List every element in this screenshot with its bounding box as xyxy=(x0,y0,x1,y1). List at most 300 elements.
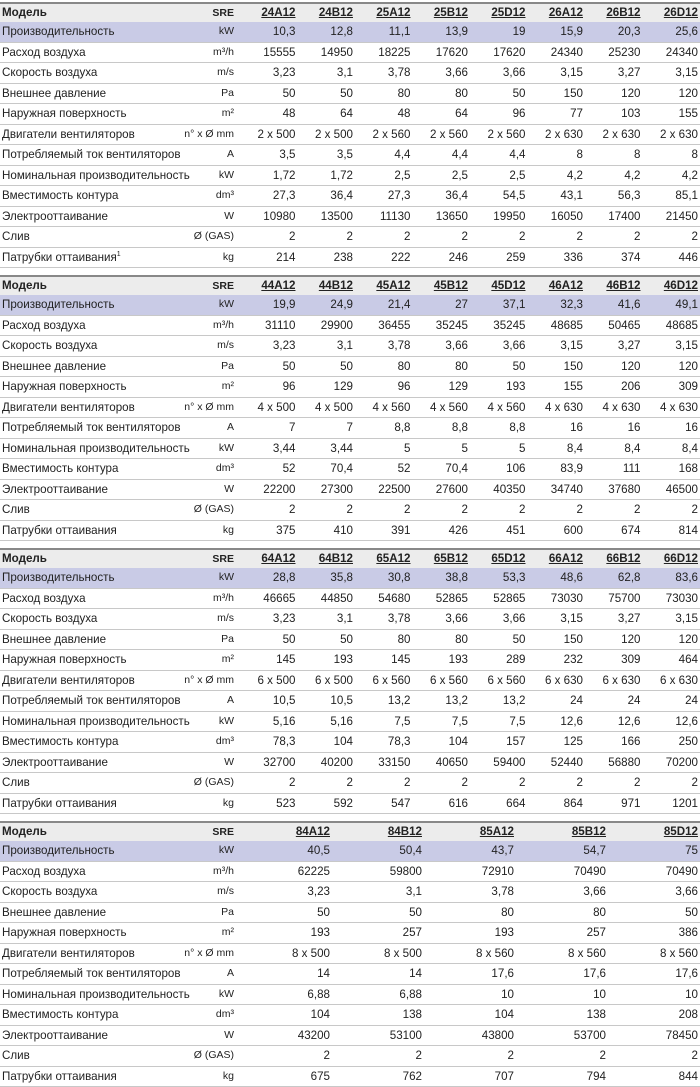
cell-value: 54680 xyxy=(355,588,413,609)
cell-value: 1201 xyxy=(643,793,700,814)
cell-value: 41,6 xyxy=(585,295,643,315)
cell-value: 6 x 630 xyxy=(585,670,643,691)
row-label-text: Слив xyxy=(2,503,30,516)
row-unit: A xyxy=(162,418,240,439)
cell-value: 2 xyxy=(643,500,700,521)
cell-value: 75700 xyxy=(585,588,643,609)
model-name: 85D12 xyxy=(608,822,700,841)
header-row xyxy=(0,549,700,568)
cell-value: 56,3 xyxy=(585,186,643,207)
cell-value: 3,66 xyxy=(413,336,471,357)
cell-value: 446 xyxy=(643,247,700,268)
model-name: 25A12 xyxy=(355,3,413,22)
row-ext-pressure xyxy=(0,629,700,650)
row-label-text: Вместимость контура xyxy=(2,462,118,475)
cell-value: 34740 xyxy=(528,479,586,500)
row-label-text: Потребляемый ток вентиляторов xyxy=(2,967,181,980)
cell-value: 2 xyxy=(643,227,700,248)
row-unit: kW xyxy=(162,711,240,732)
row-ext-pressure xyxy=(0,83,700,104)
cell-value: 38,8 xyxy=(413,568,471,588)
cell-value: 2 xyxy=(413,227,471,248)
cell-value: 3,66 xyxy=(470,609,528,630)
row-label xyxy=(0,356,162,377)
cell-value: 129 xyxy=(413,377,471,398)
row-label-text: Электрооттаивание xyxy=(2,756,108,769)
row-drain xyxy=(0,773,700,794)
row-unit: kg xyxy=(162,247,240,268)
cell-value: 31110 xyxy=(240,315,298,336)
cell-value: 2 xyxy=(298,773,356,794)
cell-value: 6 x 630 xyxy=(528,670,586,691)
row-defrost xyxy=(0,206,700,227)
cell-value: 3,5 xyxy=(298,145,356,166)
cell-value: 64 xyxy=(298,104,356,125)
cell-value: 1,72 xyxy=(298,165,356,186)
cell-value: 6 x 560 xyxy=(470,670,528,691)
cell-value: 3,78 xyxy=(355,336,413,357)
cell-value: 193 xyxy=(413,650,471,671)
cell-value: 2 xyxy=(585,227,643,248)
cell-value: 8 xyxy=(528,145,586,166)
row-unit: m/s xyxy=(162,63,240,84)
cell-value: 259 xyxy=(470,247,528,268)
cell-value: 2 x 500 xyxy=(298,124,356,145)
row-unit: Ø (GAS) xyxy=(162,1046,240,1067)
cell-value: 4,2 xyxy=(643,165,700,186)
cell-value: 8 x 560 xyxy=(424,943,516,964)
row-label xyxy=(0,397,162,418)
cell-value: 336 xyxy=(528,247,586,268)
cell-value: 73030 xyxy=(528,588,586,609)
cell-value: 5 xyxy=(355,438,413,459)
cell-value: 2 xyxy=(470,227,528,248)
cell-value: 48 xyxy=(240,104,298,125)
cell-value: 36455 xyxy=(355,315,413,336)
cell-value: 78450 xyxy=(608,1025,700,1046)
cell-value: 2 xyxy=(413,500,471,521)
row-surface xyxy=(0,650,700,671)
row-unit: kW xyxy=(162,295,240,315)
cell-value: 193 xyxy=(240,923,332,944)
cell-value: 971 xyxy=(585,793,643,814)
cell-value: 28,8 xyxy=(240,568,298,588)
cell-value: 3,66 xyxy=(470,336,528,357)
cell-value: 4 x 500 xyxy=(298,397,356,418)
cell-value: 7,5 xyxy=(470,711,528,732)
cell-value: 19,9 xyxy=(240,295,298,315)
row-label-text: Скорость воздуха xyxy=(2,885,97,898)
row-unit: W xyxy=(162,206,240,227)
row-label-text: Внешнее давление xyxy=(2,633,106,646)
row-surface xyxy=(0,923,700,944)
row-label xyxy=(0,165,162,186)
cell-value: 50 xyxy=(470,83,528,104)
cell-value: 103 xyxy=(585,104,643,125)
row-unit: m/s xyxy=(162,336,240,357)
cell-value: 40,5 xyxy=(240,841,332,861)
cell-value: 17620 xyxy=(413,42,471,63)
row-fan-current xyxy=(0,145,700,166)
row-label xyxy=(0,588,162,609)
cell-value: 27 xyxy=(413,295,471,315)
cell-value: 4 x 630 xyxy=(643,397,700,418)
cell-value: 3,15 xyxy=(643,63,700,84)
cell-value: 14950 xyxy=(298,42,356,63)
cell-value: 2 xyxy=(240,1046,332,1067)
cell-value: 309 xyxy=(585,650,643,671)
cell-value: 2 xyxy=(528,773,586,794)
row-circuit-volume xyxy=(0,186,700,207)
cell-value: 391 xyxy=(355,520,413,541)
cell-value: 17,6 xyxy=(608,964,700,985)
cell-value: 8 xyxy=(585,145,643,166)
cell-value: 3,15 xyxy=(528,609,586,630)
cell-value: 24 xyxy=(643,691,700,712)
cell-value: 10 xyxy=(608,984,700,1005)
model-label: Модель xyxy=(0,822,162,841)
row-label xyxy=(0,1066,162,1087)
model-name: 84A12 xyxy=(240,822,332,841)
cell-value: 104 xyxy=(413,732,471,753)
row-label-text: Расход воздуха xyxy=(2,865,86,878)
cell-value: 864 xyxy=(528,793,586,814)
model-name: 26A12 xyxy=(528,3,586,22)
cell-value: 145 xyxy=(355,650,413,671)
cell-value: 3,1 xyxy=(298,336,356,357)
cell-value: 104 xyxy=(424,1005,516,1026)
cell-value: 6 x 630 xyxy=(643,670,700,691)
cell-value: 8 x 500 xyxy=(240,943,332,964)
cell-value: 289 xyxy=(470,650,528,671)
cell-value: 168 xyxy=(643,459,700,480)
cell-value: 6 x 500 xyxy=(240,670,298,691)
model-label: Модель xyxy=(0,549,162,568)
row-label-text: Слив xyxy=(2,1049,30,1062)
row-unit: kW xyxy=(162,984,240,1005)
cell-value: 56880 xyxy=(585,752,643,773)
row-unit: kW xyxy=(162,438,240,459)
row-surface xyxy=(0,377,700,398)
row-defrost-pipes xyxy=(0,520,700,541)
cell-value: 386 xyxy=(608,923,700,944)
cell-value: 14 xyxy=(240,964,332,985)
cell-value: 257 xyxy=(516,923,608,944)
row-unit: m² xyxy=(162,923,240,944)
model-name: 46D12 xyxy=(643,276,700,295)
cell-value: 120 xyxy=(643,83,700,104)
cell-value: 83,6 xyxy=(643,568,700,588)
cell-value: 3,1 xyxy=(332,882,424,903)
cell-value: 674 xyxy=(585,520,643,541)
cell-value: 73030 xyxy=(643,588,700,609)
row-label-text: Наружная поверхность xyxy=(2,380,127,393)
cell-value: 10 xyxy=(516,984,608,1005)
cell-value: 150 xyxy=(528,629,586,650)
row-airflow xyxy=(0,861,700,882)
cell-value: 3,78 xyxy=(355,609,413,630)
row-label-text: Производительность xyxy=(2,25,115,38)
row-label xyxy=(0,650,162,671)
cell-value: 10,5 xyxy=(240,691,298,712)
cell-value: 3,44 xyxy=(240,438,298,459)
cell-value: 27,3 xyxy=(355,186,413,207)
row-nominal-capacity xyxy=(0,711,700,732)
cell-value: 54,7 xyxy=(516,841,608,861)
row-unit: m² xyxy=(162,104,240,125)
cell-value: 96 xyxy=(240,377,298,398)
cell-value: 111 xyxy=(585,459,643,480)
cell-value: 24340 xyxy=(643,42,700,63)
row-unit: A xyxy=(162,964,240,985)
row-circuit-volume xyxy=(0,1005,700,1026)
row-unit: dm³ xyxy=(162,732,240,753)
row-label-text: Двигатели вентиляторов xyxy=(2,947,135,960)
cell-value: 374 xyxy=(585,247,643,268)
cell-value: 222 xyxy=(355,247,413,268)
row-label-text: Потребляемый ток вентиляторов xyxy=(2,421,181,434)
cell-value: 120 xyxy=(585,356,643,377)
cell-value: 49,1 xyxy=(643,295,700,315)
cell-value: 40650 xyxy=(413,752,471,773)
cell-value: 410 xyxy=(298,520,356,541)
row-label xyxy=(0,691,162,712)
cell-value: 27600 xyxy=(413,479,471,500)
cell-value: 138 xyxy=(332,1005,424,1026)
cell-value: 3,44 xyxy=(298,438,356,459)
row-label xyxy=(0,964,162,985)
cell-value: 3,66 xyxy=(516,882,608,903)
row-label xyxy=(0,336,162,357)
cell-value: 2 xyxy=(470,500,528,521)
row-label xyxy=(0,186,162,207)
row-label xyxy=(0,1005,162,1026)
row-fan-motors xyxy=(0,943,700,964)
row-fan-current xyxy=(0,691,700,712)
cell-value: 8,8 xyxy=(355,418,413,439)
row-label xyxy=(0,984,162,1005)
cell-value: 309 xyxy=(643,377,700,398)
cell-value: 36,4 xyxy=(298,186,356,207)
cell-value: 214 xyxy=(240,247,298,268)
cell-value: 50 xyxy=(332,902,424,923)
cell-value: 2,5 xyxy=(355,165,413,186)
row-circuit-volume xyxy=(0,459,700,480)
cell-value: 83,9 xyxy=(528,459,586,480)
cell-value: 104 xyxy=(298,732,356,753)
cell-value: 15,9 xyxy=(528,22,586,42)
row-productivity xyxy=(0,22,700,42)
row-unit: kg xyxy=(162,793,240,814)
row-unit: Pa xyxy=(162,83,240,104)
cell-value: 3,78 xyxy=(424,882,516,903)
row-label xyxy=(0,315,162,336)
cell-value: 35,8 xyxy=(298,568,356,588)
cell-value: 43800 xyxy=(424,1025,516,1046)
cell-value: 59800 xyxy=(332,861,424,882)
cell-value: 2,5 xyxy=(413,165,471,186)
cell-value: 426 xyxy=(413,520,471,541)
cell-value: 5,16 xyxy=(240,711,298,732)
cell-value: 50 xyxy=(240,83,298,104)
row-unit: kg xyxy=(162,520,240,541)
model-name: 84B12 xyxy=(332,822,424,841)
cell-value: 12,8 xyxy=(298,22,356,42)
cell-value: 155 xyxy=(643,104,700,125)
cell-value: 19950 xyxy=(470,206,528,227)
cell-value: 129 xyxy=(298,377,356,398)
row-label-text: Номинальная производительность xyxy=(2,988,190,1001)
row-defrost-pipes xyxy=(0,1066,700,1087)
row-unit: n° x Ø mm xyxy=(162,943,240,964)
cell-value: 96 xyxy=(470,104,528,125)
cell-value: 2 xyxy=(355,500,413,521)
row-label-text: Наружная поверхность xyxy=(2,653,127,666)
cell-value: 1,72 xyxy=(240,165,298,186)
spec-table xyxy=(0,2,700,268)
row-defrost xyxy=(0,752,700,773)
cell-value: 2 xyxy=(240,500,298,521)
cell-value: 16 xyxy=(528,418,586,439)
cell-value: 257 xyxy=(332,923,424,944)
cell-value: 4 x 630 xyxy=(528,397,586,418)
row-label xyxy=(0,841,162,861)
cell-value: 120 xyxy=(585,83,643,104)
cell-value: 78,3 xyxy=(355,732,413,753)
cell-value: 77 xyxy=(528,104,586,125)
cell-value: 48685 xyxy=(643,315,700,336)
cell-value: 2 xyxy=(528,227,586,248)
cell-value: 50,4 xyxy=(332,841,424,861)
cell-value: 15555 xyxy=(240,42,298,63)
row-label-text: Потребляемый ток вентиляторов xyxy=(2,148,181,161)
cell-value: 25230 xyxy=(585,42,643,63)
cell-value: 2 xyxy=(470,773,528,794)
row-label-text: Электрооттаивание xyxy=(2,210,108,223)
cell-value: 3,66 xyxy=(413,609,471,630)
row-defrost xyxy=(0,479,700,500)
cell-value: 592 xyxy=(298,793,356,814)
row-label-text: Двигатели вентиляторов xyxy=(2,674,135,687)
cell-value: 155 xyxy=(528,377,586,398)
cell-value: 43,7 xyxy=(424,841,516,861)
cell-value: 14 xyxy=(332,964,424,985)
header-row xyxy=(0,276,700,295)
row-label xyxy=(0,438,162,459)
cell-value: 44850 xyxy=(298,588,356,609)
cell-value: 2 x 560 xyxy=(355,124,413,145)
model-name: 45B12 xyxy=(413,276,471,295)
row-label-text: Вместимость контура xyxy=(2,189,118,202)
spec-table-84 xyxy=(0,821,700,1087)
cell-value: 52440 xyxy=(528,752,586,773)
cell-value: 138 xyxy=(516,1005,608,1026)
cell-value: 12,6 xyxy=(585,711,643,732)
cell-value: 2 xyxy=(585,773,643,794)
row-label-text: Наружная поверхность xyxy=(2,926,127,939)
cell-value: 17620 xyxy=(470,42,528,63)
cell-value: 18225 xyxy=(355,42,413,63)
row-label-text: Внешнее давление xyxy=(2,360,106,373)
cell-value: 80 xyxy=(355,83,413,104)
cell-value: 59400 xyxy=(470,752,528,773)
row-air-speed xyxy=(0,609,700,630)
cell-value: 125 xyxy=(528,732,586,753)
row-label xyxy=(0,629,162,650)
row-fan-motors xyxy=(0,397,700,418)
cell-value: 46665 xyxy=(240,588,298,609)
row-unit: m/s xyxy=(162,882,240,903)
row-label xyxy=(0,609,162,630)
row-air-speed xyxy=(0,882,700,903)
row-label xyxy=(0,1025,162,1046)
row-label xyxy=(0,670,162,691)
cell-value: 120 xyxy=(643,356,700,377)
cell-value: 3,23 xyxy=(240,882,332,903)
cell-value: 375 xyxy=(240,520,298,541)
row-unit: A xyxy=(162,145,240,166)
cell-value: 12,6 xyxy=(643,711,700,732)
cell-value: 7 xyxy=(298,418,356,439)
row-fan-motors xyxy=(0,124,700,145)
cell-value: 193 xyxy=(470,377,528,398)
row-unit: m/s xyxy=(162,609,240,630)
model-name: 26B12 xyxy=(585,3,643,22)
row-label-text: Патрубки оттаивания xyxy=(2,524,117,537)
cell-value: 80 xyxy=(413,629,471,650)
cell-value: 53100 xyxy=(332,1025,424,1046)
cell-value: 2 xyxy=(424,1046,516,1067)
cell-value: 8 xyxy=(643,145,700,166)
row-defrost-pipes xyxy=(0,247,700,268)
cell-value: 37680 xyxy=(585,479,643,500)
row-unit: kW xyxy=(162,22,240,42)
row-label-text: Наружная поверхность xyxy=(2,107,127,120)
model-name: 26D12 xyxy=(643,3,700,22)
row-unit: n° x Ø mm xyxy=(162,670,240,691)
row-label xyxy=(0,227,162,248)
row-unit: dm³ xyxy=(162,459,240,480)
spec-table-64 xyxy=(0,548,700,814)
row-air-speed xyxy=(0,63,700,84)
row-label xyxy=(0,145,162,166)
cell-value: 21450 xyxy=(643,206,700,227)
cell-value: 8 x 560 xyxy=(516,943,608,964)
cell-value: 35245 xyxy=(413,315,471,336)
row-unit: Pa xyxy=(162,629,240,650)
row-label xyxy=(0,83,162,104)
row-defrost xyxy=(0,1025,700,1046)
cell-value: 232 xyxy=(528,650,586,671)
row-label-text: Внешнее давление xyxy=(2,87,106,100)
row-label xyxy=(0,22,162,42)
row-nominal-capacity xyxy=(0,438,700,459)
cell-value: 53,3 xyxy=(470,568,528,588)
cell-value: 50465 xyxy=(585,315,643,336)
row-unit: m³/h xyxy=(162,315,240,336)
cell-value: 50 xyxy=(240,902,332,923)
model-name: 25B12 xyxy=(413,3,471,22)
model-name: 46B12 xyxy=(585,276,643,295)
cell-value: 16 xyxy=(585,418,643,439)
cell-value: 2 xyxy=(240,227,298,248)
row-unit: n° x Ø mm xyxy=(162,397,240,418)
cell-value: 5,16 xyxy=(298,711,356,732)
cell-value: 52 xyxy=(355,459,413,480)
cell-value: 3,5 xyxy=(240,145,298,166)
cell-value: 2 x 630 xyxy=(528,124,586,145)
cell-value: 208 xyxy=(608,1005,700,1026)
